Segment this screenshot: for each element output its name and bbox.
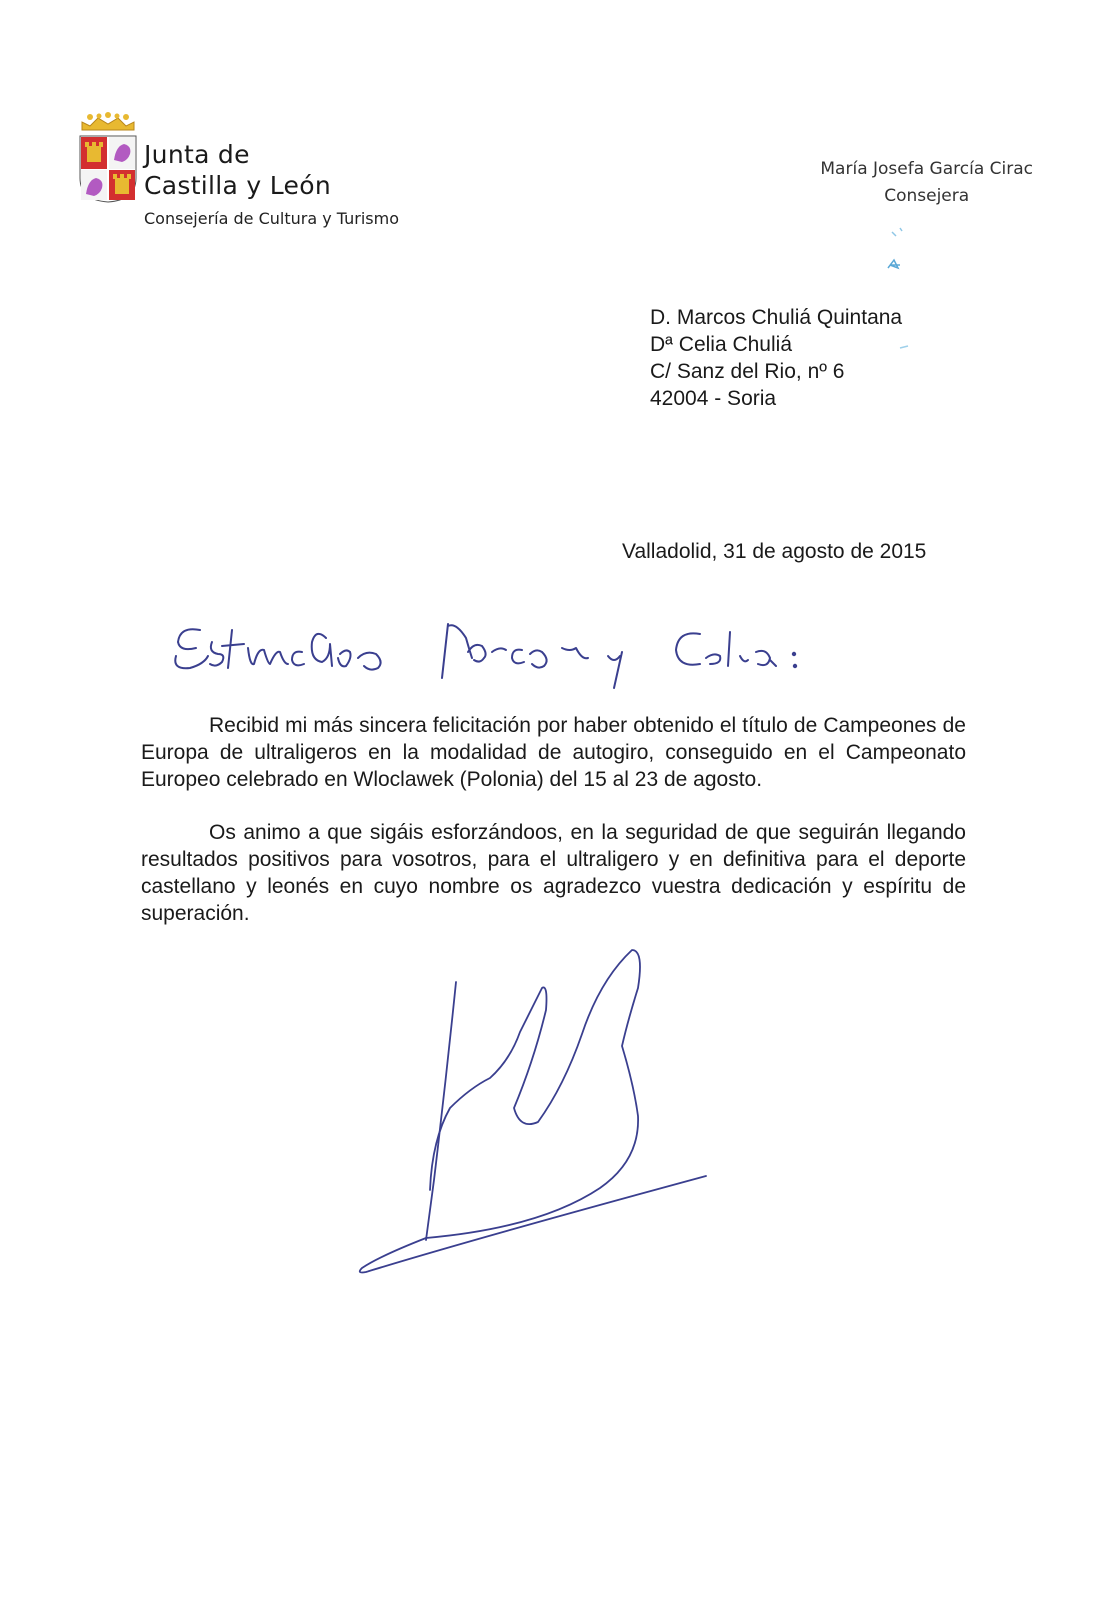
- recipient-address: [650, 304, 902, 412]
- org-department: Consejería de Cultura y Turismo: [144, 209, 399, 228]
- crown-icon: [82, 112, 134, 130]
- org-name-line1: Junta de: [144, 140, 250, 169]
- recipient-line: Dª Celia Chuliá: [650, 333, 792, 356]
- handwritten-signature: [350, 940, 720, 1280]
- recipient-line: 42004 - Soria: [650, 387, 777, 410]
- sender-title: Consejera: [884, 186, 970, 206]
- recipient-line: C/ Sanz del Rio, nº 6: [650, 360, 845, 383]
- shield-icon: [80, 136, 136, 202]
- letter-date: Valladolid, 31 de agosto de 2015: [622, 540, 927, 563]
- letter-body: [141, 712, 966, 953]
- body-paragraph: Os animo a que sigáis esforzándoos, en la seguridad de que seguirán llegando resultados positivos para vosotros, para el ultraligero y en definitiva para el deporte castellano y leonés en cuyo nombre os agradezco vuestra dedicación y espíritu de superación.: [141, 821, 966, 925]
- body-paragraph: Recibid mi más sincera felicitación por haber obtenido el título de Campeones de Europa de ultraligeros en la modalidad de autogiro, conseguido en el Campeonato Europeo celebrado en Wloclawek (Polonia) del 15 al 23 de agosto.: [141, 714, 966, 791]
- recipient-line: D. Marcos Chuliá Quintana: [650, 306, 903, 329]
- handwritten-greeting: [170, 608, 810, 698]
- sender-block: [820, 156, 1033, 210]
- sender-name: María Josefa García Cirac: [820, 159, 1033, 179]
- coat-of-arms-logo: [78, 108, 138, 208]
- org-name-line2: Castilla y León: [144, 171, 331, 200]
